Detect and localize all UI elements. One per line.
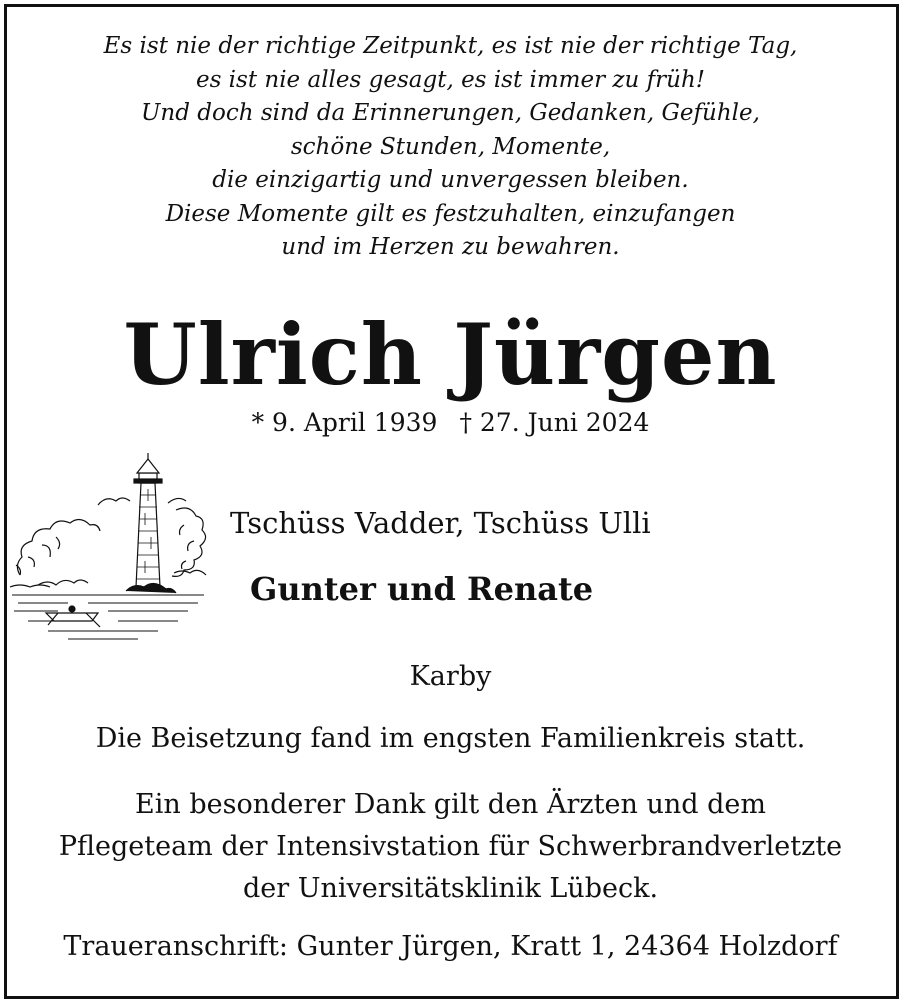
poem-line: und im Herzen zu bewahren. [281,234,620,260]
birth-date: * 9. April 1939 [251,408,438,437]
life-dates [0,406,901,440]
deceased-name: Ulrich Jürgen [123,305,778,404]
poem-line: Und doch sind da Erinnerungen, Gedanken, Gefühle, [141,100,760,126]
lighthouse-icon [8,445,208,645]
signers: Gunter und Renate [250,570,594,608]
poem-line: es ist nie alles gesagt, es ist immer zu früh! [195,66,706,93]
death-date: † 27. Juni 2024 [459,408,650,437]
burial-note: Die Beisetzung fand im engsten Familienkreis statt. [95,723,806,754]
poem [0,30,901,265]
thanks-line: Ein besonderer Dank gilt den Ärzten und dem [135,789,766,820]
thanks-line: Pflegeteam der Intensivstation für Schwerbrandverletzte [58,831,843,862]
poem-line: Es ist nie der richtige Zeitpunkt, es ist nie der richtige Tag, [103,33,798,59]
place: Karby [409,661,492,692]
poem-line: Diese Momente gilt es festzuhalten, einzufangen [165,200,736,227]
farewell-line: Tschüss Vadder, Tschüss Ulli [230,506,651,540]
thanks-note [0,784,901,910]
poem-line: die einzigartig und unvergessen bleiben. [212,167,689,193]
mourning-address: Traueranschrift: Gunter Jürgen, Kratt 1, 24364 Holzdorf [63,931,838,962]
poem-line: schöne Stunden, Momente, [290,133,611,160]
thanks-line: der Universitätsklinik Lübeck. [242,873,659,904]
